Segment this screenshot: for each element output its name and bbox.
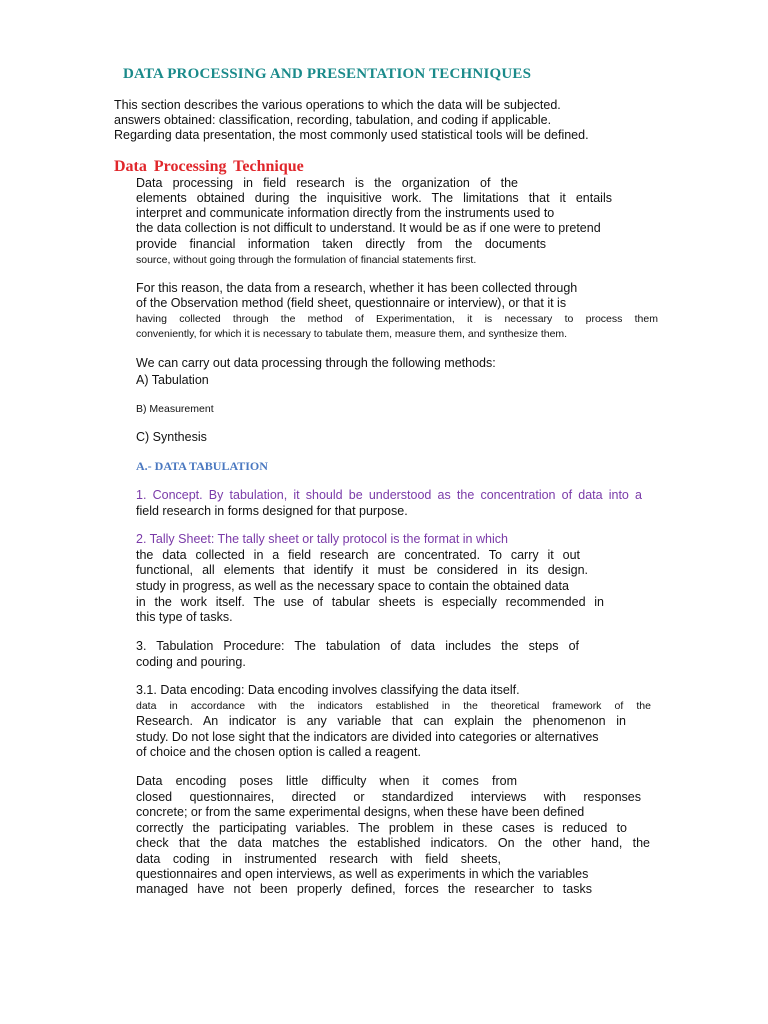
- paragraph-line: interpret and communicate information directly from the instruments used to: [136, 206, 555, 220]
- encoding2-line: data coding in instrumented research with field sheets,: [136, 852, 501, 866]
- tally-line: functional, all elements that identify it must be considered in its design.: [136, 563, 588, 577]
- paragraph-line: having collected through the method of Experimentation, it is necessary to process them: [136, 313, 658, 325]
- method-item: C) Synthesis: [136, 430, 207, 444]
- method-item: A) Tabulation: [136, 373, 209, 387]
- page-title: DATA PROCESSING AND PRESENTATION TECHNIQUES: [123, 66, 532, 82]
- encoding-line: of choice and the chosen option is called a reagent.: [136, 745, 421, 759]
- intro-line: Regarding data presentation, the most commonly used statistical tools will be defined.: [114, 128, 589, 142]
- tally-line: study in progress, as well as the necessary space to contain the obtained data: [136, 579, 569, 593]
- paragraph-line: conveniently, for which it is necessary to tabulate them, measure them, and synthesize them.: [136, 328, 568, 340]
- encoding2-line: managed have not been properly defined, forces the researcher to tasks: [136, 882, 592, 896]
- paragraph-line: For this reason, the data from a research, whether it has been collected through: [136, 281, 578, 295]
- procedure-line: 3. Tabulation Procedure: The tabulation of data includes the steps of: [136, 639, 579, 653]
- paragraph-line: source, without going through the formulation of financial statements first.: [136, 254, 477, 266]
- encoding-line: study. Do not lose sight that the indicators are divided into categories or alternatives: [136, 730, 599, 744]
- method-item: B) Measurement: [136, 403, 214, 415]
- methods-intro: We can carry out data processing through the following methods:: [136, 356, 496, 370]
- paragraph-line: Data processing in field research is the organization of the: [136, 176, 518, 190]
- concept-line: 1. Concept. By tabulation, it should be understood as the concentration of data into a: [136, 488, 642, 502]
- paragraph-line: provide financial information taken directly from the documents: [136, 237, 546, 251]
- encoding-line: Research. An indicator is any variable that can explain the phenomenon in: [136, 714, 626, 728]
- paragraph-line: the data collection is not difficult to understand. It would be as if one were to pretend: [136, 221, 601, 235]
- paragraph-line: elements obtained during the inquisitive work. The limitations that it entails: [136, 191, 612, 205]
- tally-line: this type of tasks.: [136, 610, 233, 624]
- procedure-line: coding and pouring.: [136, 655, 246, 669]
- intro-line: This section describes the various operations to which the data will be subjected.: [114, 98, 561, 112]
- encoding-line: data in accordance with the indicators established in the theoretical framework of the: [136, 700, 651, 712]
- encoding2-line: check that the data matches the established indicators. On the other hand, the: [136, 836, 650, 850]
- encoding2-line: concrete; or from the same experimental designs, when these have been defined: [136, 805, 585, 819]
- tally-line: 2. Tally Sheet: The tally sheet or tally protocol is the format in which: [136, 532, 508, 546]
- encoding2-line: correctly the participating variables. The problem in these cases is reduced to: [136, 821, 627, 835]
- section-heading: Data Processing Technique: [114, 158, 304, 175]
- paragraph-line: of the Observation method (field sheet, questionnaire or interview), or that it is: [136, 296, 567, 310]
- encoding-line: 3.1. Data encoding: Data encoding involves classifying the data itself.: [136, 683, 520, 697]
- encoding2-line: Data encoding poses little difficulty when it comes from: [136, 774, 517, 788]
- tally-line: the data collected in a field research are concentrated. To carry it out: [136, 548, 580, 562]
- intro-line: answers obtained: classification, recording, tabulation, and coding if applicable.: [114, 113, 552, 127]
- encoding2-line: closed questionnaires, directed or standardized interviews with responses: [136, 790, 641, 804]
- encoding2-line: questionnaires and open interviews, as well as experiments in which the variables: [136, 867, 589, 881]
- subsection-heading: A.- DATA TABULATION: [136, 459, 268, 473]
- tally-line: in the work itself. The use of tabular sheets is especially recommended in: [136, 595, 604, 609]
- concept-line: field research in forms designed for that purpose.: [136, 504, 408, 518]
